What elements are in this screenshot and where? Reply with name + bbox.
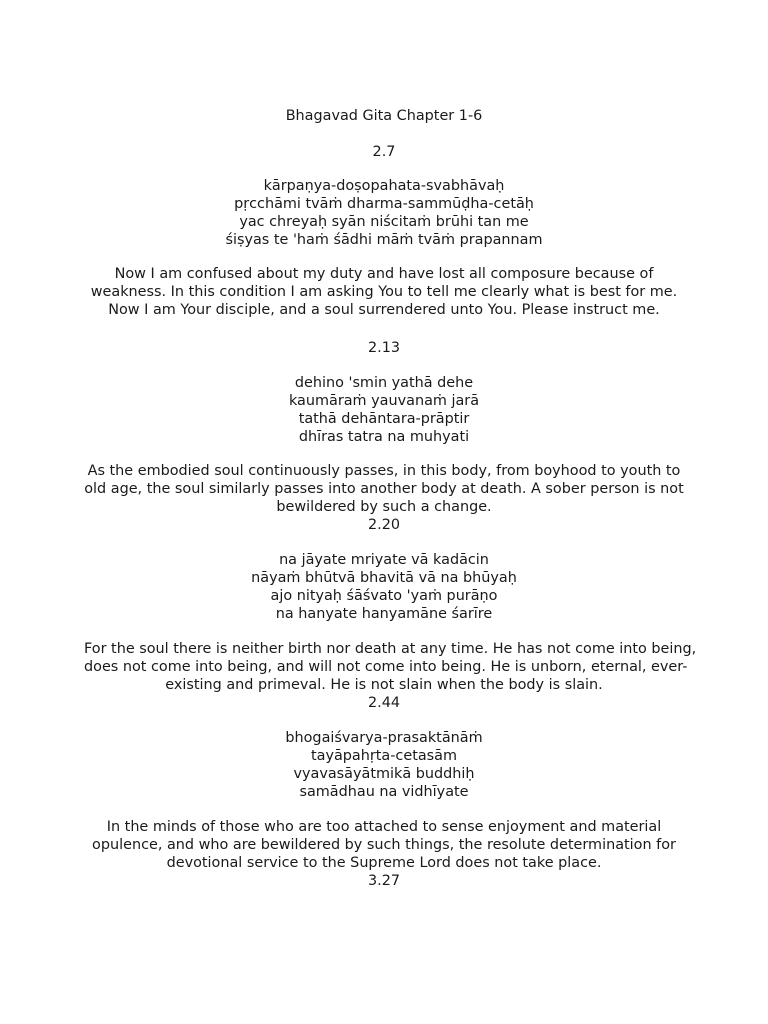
sanskrit-line: ajo nityaḥ śāśvato 'yaṁ purāṇo xyxy=(270,588,498,604)
translation-paragraph xyxy=(84,640,697,694)
translation-line: does not come into being, and will not come into being. He is unborn, eternal, ever- xyxy=(84,659,688,675)
sanskrit-line: samādhau na vidhīyate xyxy=(299,784,469,800)
translation-line: As the embodied soul continuously passes, in this body, from boyhood to youth to xyxy=(87,463,681,479)
sanskrit-line: dehino 'smin yathā dehe xyxy=(294,375,474,391)
translation-line: Now I am confused about my duty and have lost all composure because of xyxy=(114,266,654,282)
document-title: Bhagavad Gita Chapter 1-6 xyxy=(285,108,483,124)
sanskrit-line: dhīras tatra na muhyati xyxy=(298,429,470,445)
sanskrit-line: na hanyate hanyamāne śarīre xyxy=(275,606,493,622)
sanskrit-verse xyxy=(0,729,768,801)
translation-paragraph xyxy=(84,265,684,319)
sanskrit-line: kārpaṇya-doṣopahata-svabhāvaḥ xyxy=(263,178,505,194)
sanskrit-line: pṛcchāmi tvāṁ dharma-sammūḍha-cetāḥ xyxy=(234,196,534,212)
sanskrit-line: kaumāraṁ yauvanaṁ jarā xyxy=(288,393,480,409)
translation-paragraph xyxy=(84,818,684,872)
translation-line: old age, the soul similarly passes into another body at death. A sober person is not xyxy=(84,481,684,497)
sanskrit-verse xyxy=(0,374,768,446)
sanskrit-line: tayāpahṛta-cetasām xyxy=(310,748,457,764)
translation-line: For the soul there is neither birth nor death at any time. He has not come into being, xyxy=(84,641,697,657)
sanskrit-line: nāyaṁ bhūtvā bhavitā vā na bhūyaḥ xyxy=(251,570,517,586)
verse-number: 2.7 xyxy=(372,144,396,160)
verse-number: 2.20 xyxy=(367,517,401,533)
sanskrit-line: vyavasāyātmikā buddhiḥ xyxy=(293,766,475,782)
translation-line: Now I am Your disciple, and a soul surrendered unto You. Please instruct me. xyxy=(108,302,660,318)
sanskrit-verse xyxy=(0,177,768,249)
translation-line: bewildered by such a change. xyxy=(276,499,492,515)
translation-line: opulence, and who are bewildered by such things, the resolute determination for xyxy=(92,837,676,853)
verse-number: 2.44 xyxy=(367,695,401,711)
verse-number: 3.27 xyxy=(367,873,401,889)
translation-line: devotional service to the Supreme Lord does not take place. xyxy=(166,855,602,871)
verse-number: 2.13 xyxy=(367,340,401,356)
sanskrit-line: śiṣyas te 'haṁ śādhi māṁ tvāṁ prapannam xyxy=(225,232,543,248)
translation-line: In the minds of those who are too attached to sense enjoyment and material xyxy=(106,819,662,835)
sanskrit-line: na jāyate mriyate vā kadācin xyxy=(279,552,489,568)
sanskrit-line: tathā dehāntara-prāptir xyxy=(298,411,470,427)
sanskrit-verse xyxy=(0,551,768,623)
sanskrit-line: bhogaiśvarya-prasaktānāṁ xyxy=(285,730,483,746)
translation-paragraph xyxy=(84,462,684,516)
sanskrit-line: yac chreyaḥ syān niścitaṁ brūhi tan me xyxy=(239,214,529,230)
translation-line: existing and primeval. He is not slain when the body is slain. xyxy=(165,677,603,693)
translation-line: weakness. In this condition I am asking You to tell me clearly what is best for me. xyxy=(90,284,678,300)
